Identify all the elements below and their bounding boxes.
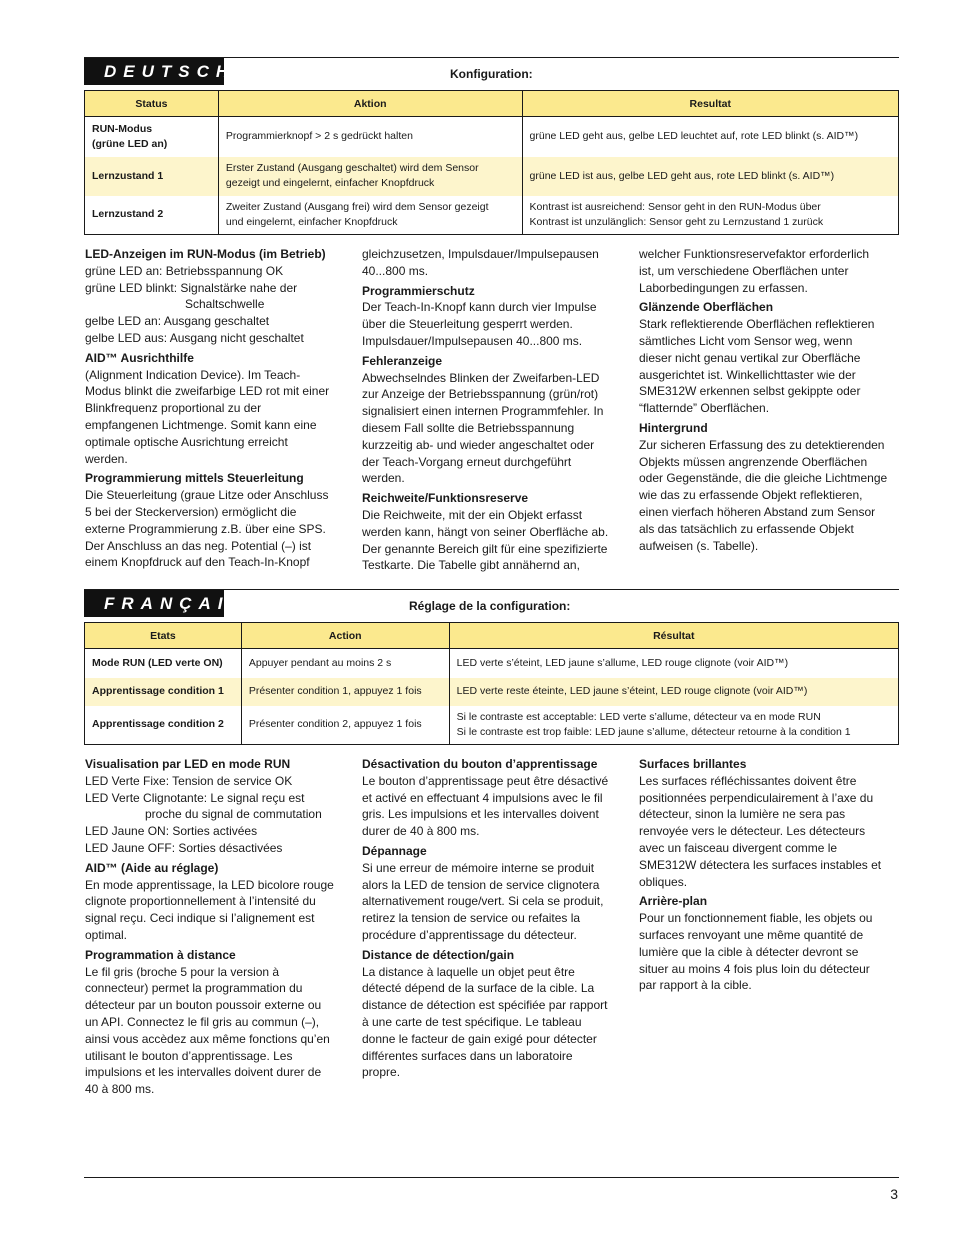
text-line: et activé en effectuant 4 impulsions avec le fil [362, 790, 603, 805]
text-line: Objekts müssen angrenzende Oberflächen [639, 454, 868, 469]
header-status: Etats [85, 623, 242, 649]
deutsch-column-3 [639, 246, 901, 554]
text-line: externe Programmierung z.B. über eine SPS. [85, 521, 326, 536]
text-line: procédure d’apprentissage du détecteur. [362, 927, 577, 942]
text-line: un API. Connectez le fil gris au commun (–), [85, 1014, 320, 1029]
text-line: à une carte de test spécifique. Le tableau [362, 1014, 582, 1029]
text-line: (Alignment Indication Device). Im Teach- [85, 367, 301, 382]
text-line: propre. [362, 1065, 401, 1080]
text-line: als das tatsächlich zu erfassende Objekt [639, 521, 854, 536]
text-line: gelbe LED an: Ausgang geschaltet [85, 314, 270, 329]
table-row [85, 196, 899, 235]
text-line: Laborbedingungen zu erfassen. [639, 280, 808, 295]
text-line: Abwechselndes Blinken der Zweifarben-LED [362, 370, 600, 385]
text-line: durer de 40 à 800 ms. [362, 824, 480, 839]
text-line: En mode apprentissage, la LED bicolore rouge [85, 877, 334, 892]
text-line: Der Anschluss an das neg. Potential (–) ist [85, 538, 312, 553]
heading-programming-lock: Programmierschutz [362, 283, 475, 298]
text-line: Zur sicheren Erfassung des zu detektierenden [639, 437, 885, 452]
footer-rule [84, 1177, 899, 1178]
text-line: Si une erreur de mémoire interne se produit [362, 860, 595, 875]
text-line: einen vierfach höheren Abstand zum Sensor [639, 504, 876, 519]
heading-aid: AID™ Ausrichthilfe [85, 350, 194, 365]
text-line: Blinkfrequenz proportional zu der [85, 401, 262, 416]
text-line: diesem Fall sollte die Betriebsspannung [362, 420, 575, 435]
text-line: 5 bei der Steckerversion) ermöglicht die [85, 504, 297, 519]
text-line: LED Verte Fixe: Tension de service OK [85, 773, 293, 788]
text-line: Impulsdauer/Impulsepausen 40...800 ms. [362, 333, 583, 348]
text-line: SME312W erkennen selbst gekippte oder [639, 384, 861, 399]
heading-remote-programming: Programmation à distance [85, 947, 236, 962]
text-line: donne le facteur de gain exigé pour détecter [362, 1031, 597, 1046]
text-line: Pour un fonctionnement fiable, les objets ou [639, 911, 873, 926]
action-cell: Présenter condition 2, appuyez 1 fois [241, 706, 449, 745]
heading-glossy-surfaces: Glänzende Oberflächen [639, 300, 774, 315]
text-line: alors la LED de tension de service clignotera [362, 877, 600, 892]
text-line: gleichzusetzen, Impulsdauer/Impulsepausen [362, 247, 599, 261]
text-line: Schaltschwelle [185, 297, 265, 312]
text-line: Les surfaces réfléchissantes doivent être [639, 773, 857, 788]
result-cell: grüne LED geht aus, gelbe LED leuchtet auf, rote LED blinkt (s. AID™) [522, 117, 898, 157]
text-line: ist, um verschiedene Oberflächen unter [639, 263, 849, 278]
text-line: optimale optische Ausrichtung erreicht [85, 434, 288, 449]
text-line: connecteur) permet la programmation du [85, 981, 303, 996]
text-line: par rapport à la cible. [639, 978, 752, 993]
text-line: Der genannte Bereich gilt für eine spezifizierte [362, 541, 608, 556]
text-line: alternativement rouge/vert. Si cela se produit, [362, 894, 604, 909]
table-row [85, 649, 899, 678]
text-line: grüne LED an: Betriebsspannung OK [85, 263, 284, 278]
text-line: optimal. [85, 927, 128, 942]
text-line: proche du signal de commutation [145, 807, 322, 822]
text-line: werden. [362, 471, 405, 486]
text-line: détecté dépend de la surface de la cible. La [362, 981, 595, 996]
text-line: surfaces renvoyant une même quantité de [639, 927, 864, 942]
text-line: oder Gegenstände, die die gleiche Lichtmenge [639, 471, 888, 486]
text-line: sämtliches Licht vom Sensor weg, wenn [639, 333, 853, 348]
text-line: Die Reichweite, mit der ein Objekt erfasst [362, 507, 583, 522]
text-line: der Teach-Vorgang erneut durchgeführt [362, 454, 572, 469]
status-cell: RUN-Modus (grüne LED an) [85, 117, 219, 157]
text-line: LED Verte Clignotante: Le signal reçu est [85, 790, 305, 805]
text-line: ainsi vous accèdez aux même fonctions qu’en [85, 1031, 330, 1046]
text-line: LED Jaune ON: Sorties activées [85, 824, 258, 839]
action-cell: Appuyer pendant au moins 2 s [241, 649, 449, 678]
text-line: positionnées perpendiculairement à l’axe du [639, 790, 874, 805]
text-line: Modus blinkt die zweifarbige LED rot mit einer [85, 384, 330, 399]
text-line: lumière que la cible à détecter devront se [639, 944, 859, 959]
status-cell: Apprentissage condition 2 [85, 706, 242, 745]
text-line: welcher Funktionsreservefaktor erforderlich [639, 247, 870, 261]
text-line: Testkarte. Die Tabelle gibt annähernd an, [362, 558, 580, 573]
text-line: dieser nicht genau vertikal zur Oberfläche [639, 350, 861, 365]
text-line: signalisiert einen internen Programmfehler. In [362, 404, 604, 419]
heading-detection-distance: Distance de détection/gain [362, 947, 515, 962]
result-cell: LED verte reste éteinte, LED jaune s’éteint, LED rouge clignote (voir AID™) [449, 678, 898, 706]
text-line: ausgerichtet ist. Winkellichttaster wie der [639, 367, 856, 382]
text-line: distance de détection est spécifiée par rapport [362, 998, 608, 1013]
heading-background: Hintergrund [639, 420, 708, 435]
deutsch-column-1 [85, 246, 347, 571]
text-line: impulsions et les intervalles doivent durer de [85, 1065, 322, 1080]
action-cell: Erster Zustand (Ausgang geschaltet) wird dem Sensor gezeigt und eingelernt, einfacher Knopfdruck [218, 157, 522, 196]
text-line: werden. [85, 451, 128, 466]
table-row [85, 157, 899, 196]
header-action: Aktion [218, 91, 522, 117]
header-status: Status [85, 91, 219, 117]
text-line: über die Steuerleitung gesperrt werden. [362, 317, 573, 332]
status-cell: Lernzustand 1 [85, 157, 219, 196]
language-tab-francais: FRANÇAIS [84, 590, 224, 617]
action-cell: Zweiter Zustand (Ausgang frei) wird dem Sensor gezeigt und eingelernt, einfacher Knopfdruck [218, 196, 522, 235]
text-line: werden kann, hängt von seiner Oberfläche ab. [362, 524, 609, 539]
text-line: zur Anzeige der Betriebsspannung (grün/rot) [362, 387, 599, 402]
header-result: Résultat [449, 623, 898, 649]
language-tab-deutsch: DEUTSCH [84, 58, 224, 85]
francais-column-2 [362, 756, 624, 1081]
header-action: Action [241, 623, 449, 649]
text-line: différentes surfaces dans un laboratoire [362, 1048, 573, 1063]
config-table-francais [84, 622, 899, 745]
action-cell: Présenter condition 1, appuyez 1 fois [241, 678, 449, 706]
deutsch-column-2 [362, 246, 624, 574]
text-line: clignote proportionnellement à l’intensité du [85, 894, 316, 909]
text-line: Le fil gris (broche 5 pour la version à [85, 964, 280, 979]
text-line: “flatternde” Oberflächen. [639, 401, 770, 416]
text-line: Stark reflektierende Oberflächen reflektieren [639, 317, 875, 332]
text-line: gelbe LED aus: Ausgang nicht geschaltet [85, 330, 304, 345]
text-line: 40 à 800 ms. [85, 1082, 155, 1097]
action-cell: Programmierknopf > 2 s gedrückt halten [218, 117, 522, 157]
heading-led-run: LED-Anzeigen im RUN-Modus (im Betrieb) [85, 247, 326, 261]
result-cell: grüne LED ist aus, gelbe LED geht aus, rote LED blinkt (s. AID™) [522, 157, 898, 196]
text-line: SME312W détectera les surfaces instables et [639, 857, 882, 872]
heading-troubleshooting: Dépannage [362, 843, 427, 858]
config-title: Konfiguration: [450, 67, 533, 81]
text-line: utilisant le bouton d’apprentissage. Les [85, 1048, 293, 1063]
text-line: obliques. [639, 874, 688, 889]
text-line: Le bouton d’apprentissage peut être désactivé [362, 773, 609, 788]
text-line: aufweisen (s. Tabelle). [639, 538, 759, 553]
heading-remote-programming: Programmierung mittels Steuerleitung [85, 471, 304, 486]
config-title: Réglage de la configuration: [409, 599, 571, 613]
header-result: Resultat [522, 91, 898, 117]
text-line: détecteur, sinon la lumière ne sera pas [639, 807, 846, 822]
table-row [85, 117, 899, 157]
result-cell: Si le contraste est acceptable: LED verte s’allume, détecteur va en mode RUN Si le contraste est trop faible: LED jaune s’allume, détecteur retourne à la condition 1 [449, 706, 898, 745]
heading-background: Arrière-plan [639, 894, 708, 909]
francais-column-3 [639, 756, 901, 994]
heading-range: Reichweite/Funktionsreserve [362, 491, 529, 506]
text-line: LED Jaune OFF: Sorties désactivées [85, 840, 283, 855]
result-cell: Kontrast ist ausreichend: Sensor geht in den RUN-Modus über Kontrast ist unzulänglich: Sensor geht zu Lernzustand 1 zurück [522, 196, 898, 235]
text-line: situer au moins 4 fois plus loin du détecteur [639, 961, 870, 976]
status-cell: Lernzustand 2 [85, 196, 219, 235]
text-line: empfangenen Lichtmenge. Somit kann eine [85, 417, 317, 432]
heading-teach-lock: Désactivation du bouton d’apprentissage [362, 757, 598, 771]
francais-column-1 [85, 756, 347, 1098]
text-line: Der Teach-In-Knopf kann durch vier Impulse [362, 300, 597, 315]
text-line: renvoyée vers le détecteur. Les détecteurs [639, 824, 866, 839]
table-row [85, 678, 899, 706]
result-cell: LED verte s’éteint, LED jaune s’allume, LED rouge clignote (voir AID™) [449, 649, 898, 678]
status-cell: Mode RUN (LED verte ON) [85, 649, 242, 678]
text-line: kurzzeitig ab- und wieder angeschaltet oder [362, 437, 595, 452]
text-line: La distance à laquelle un objet peut être [362, 964, 575, 979]
status-cell: Apprentissage condition 1 [85, 678, 242, 706]
config-table-deutsch [84, 90, 899, 235]
heading-led-run: Visualisation par LED en mode RUN [85, 757, 291, 771]
page-number: 3 [890, 1186, 898, 1202]
text-line: Die Steuerleitung (graue Litze oder Anschluss [85, 488, 329, 503]
heading-aid: AID™ (Aide au réglage) [85, 860, 219, 875]
text-line: détecteur par un bouton poussoir externe ou [85, 998, 322, 1013]
text-line: 40...800 ms. [362, 263, 429, 278]
text-line: einem Knopfdruck auf den Teach-In-Knopf [85, 555, 310, 570]
text-line: wie das zu erfassende Objekt reflektieren, [639, 488, 863, 503]
text-line: signal reçu. Ceci indique si l’alignement est [85, 911, 315, 926]
text-line: retirez la tension de service ou refaites la [362, 911, 581, 926]
text-line: avec un faisceau divergent comme le [639, 840, 838, 855]
table-row [85, 706, 899, 745]
text-line: gris. Les impulsions et les intervalles doivent [362, 807, 599, 822]
heading-glossy-surfaces: Surfaces brillantes [639, 757, 747, 771]
text-line: grüne LED blinkt: Signalstärke nahe der [85, 280, 298, 295]
heading-error-display: Fehleranzeige [362, 353, 443, 368]
